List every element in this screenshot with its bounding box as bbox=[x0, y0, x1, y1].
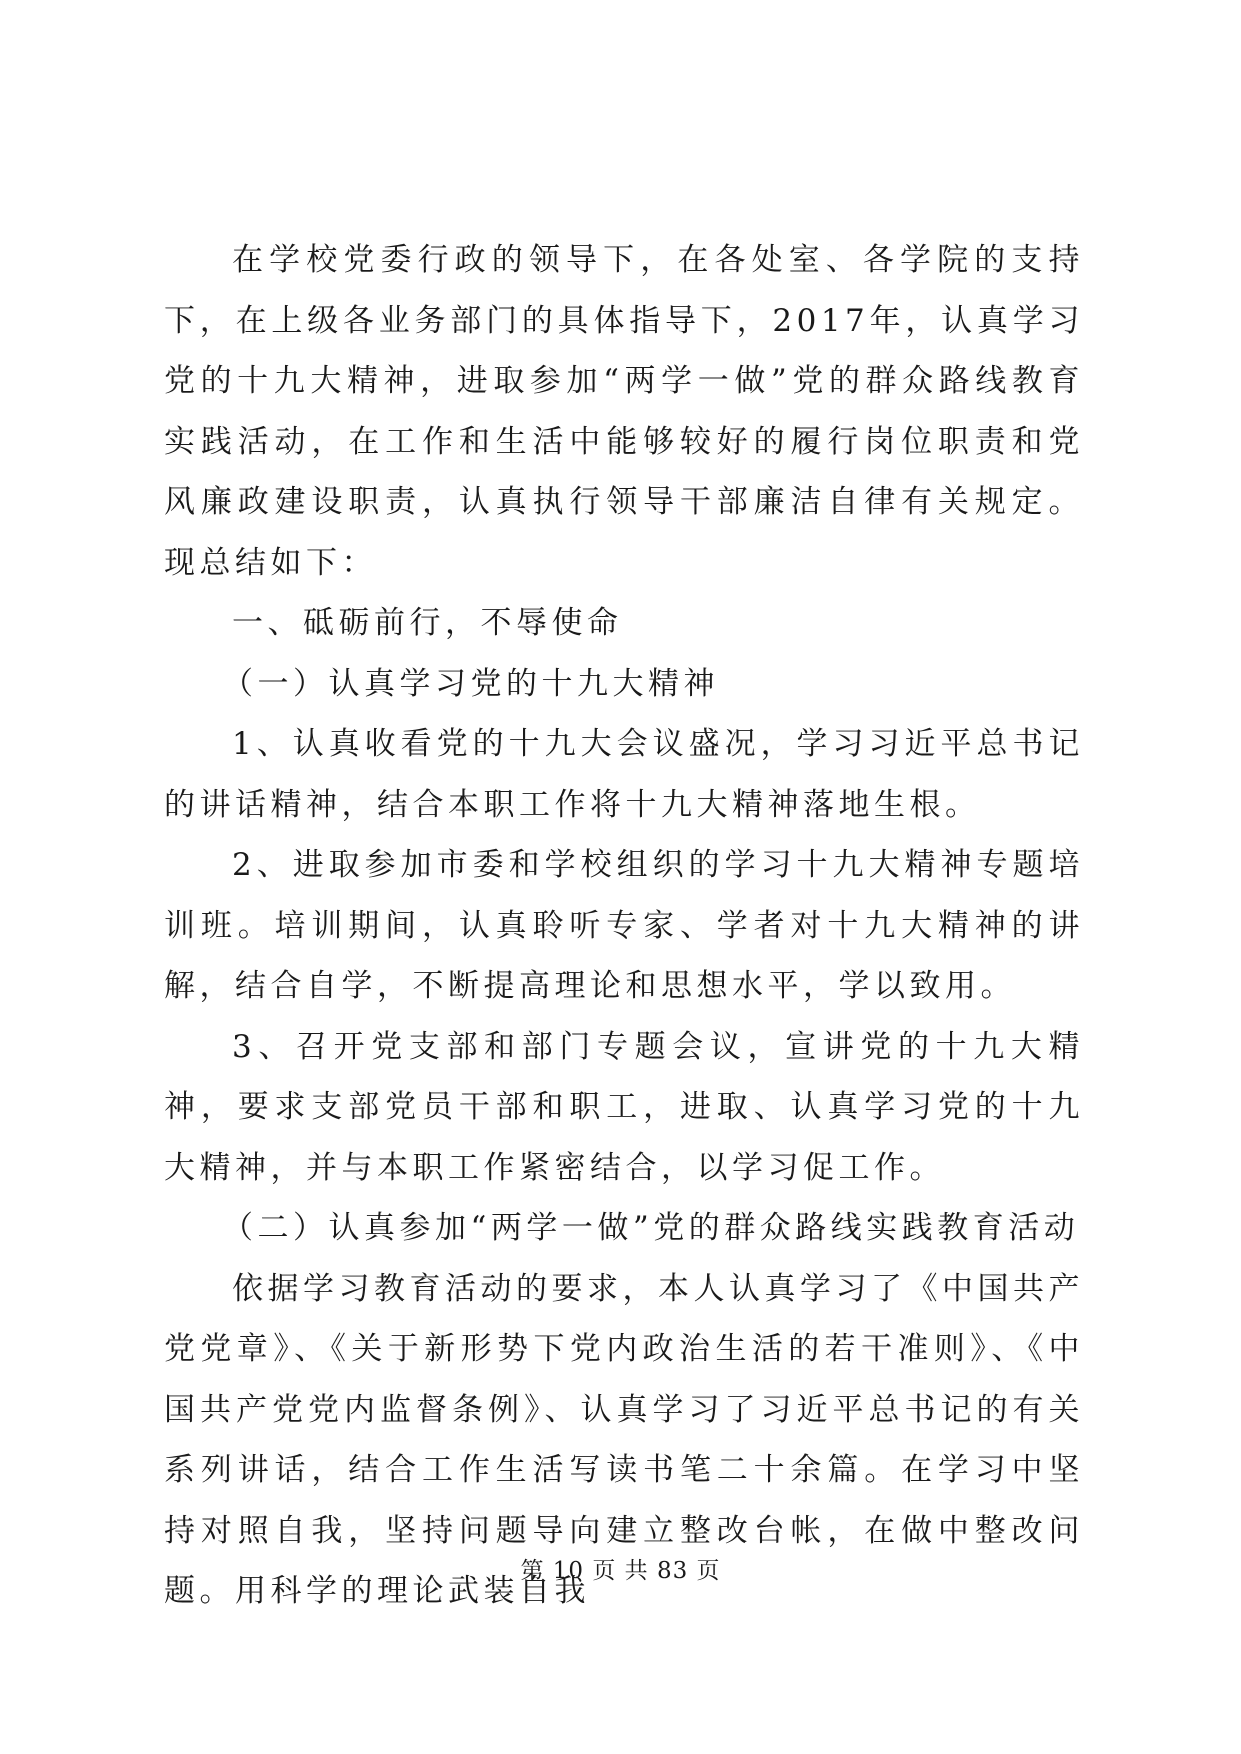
paragraph-item-1: 1、认真收看党的十九大会议盛况，学习习近平总书记的讲话精神，结合本职工作将十九大精神落地生根。 bbox=[164, 726, 1084, 823]
page-footer: 第 10 页 共 83 页 bbox=[520, 1558, 721, 1584]
paragraph-study: 依据学习教育活动的要求，本人认真学习了《中国共产党党章》、《关于新形势下党内政治生活的若干准则》、《中国共产党党内监督条例》、认真学习了习近平总书记的有关系列讲话，结合工作生活写读书笔二十余篇。在学习中坚持对照自我，坚持问题导向建立整改台帐，在做中整改问题。用科学的理论武装自我 bbox=[164, 1270, 1084, 1609]
paragraph-item-2: 2、进取参加市委和学校组织的学习十九大精神专题培训班。培训期间，认真聆听专家、学者对十九大精神的讲解，结合自学，不断提高理论和思想水平，学以致用。 bbox=[164, 847, 1084, 1004]
document-body bbox=[164, 230, 1084, 1622]
section-heading-1: 一、砥砺前行，不辱使命 bbox=[232, 605, 623, 641]
subsection-heading-2: （二）认真参加“两学一做”党的群众路线实践教育活动 bbox=[222, 1210, 1080, 1246]
paragraph-intro: 在学校党委行政的领导下，在各处室、各学院的支持下，在上级各业务部门的具体指导下，2017年，认真学习党的十九大精神，进取参加“两学一做”党的群众路线教育实践活动，在工作和生活中能够较好的履行岗位职责和党风廉政建设职责，认真执行领导干部廉洁自律有关规定。现总结如下： bbox=[164, 242, 1084, 581]
subsection-heading-1: （一）认真学习党的十九大精神 bbox=[222, 665, 719, 702]
paragraph-item-3: 3、召开党支部和部门专题会议，宣讲党的十九大精神，要求支部党员干部和职工，进取、认真学习党的十九大精神，并与本职工作紧密结合，以学习促工作。 bbox=[164, 1028, 1084, 1186]
